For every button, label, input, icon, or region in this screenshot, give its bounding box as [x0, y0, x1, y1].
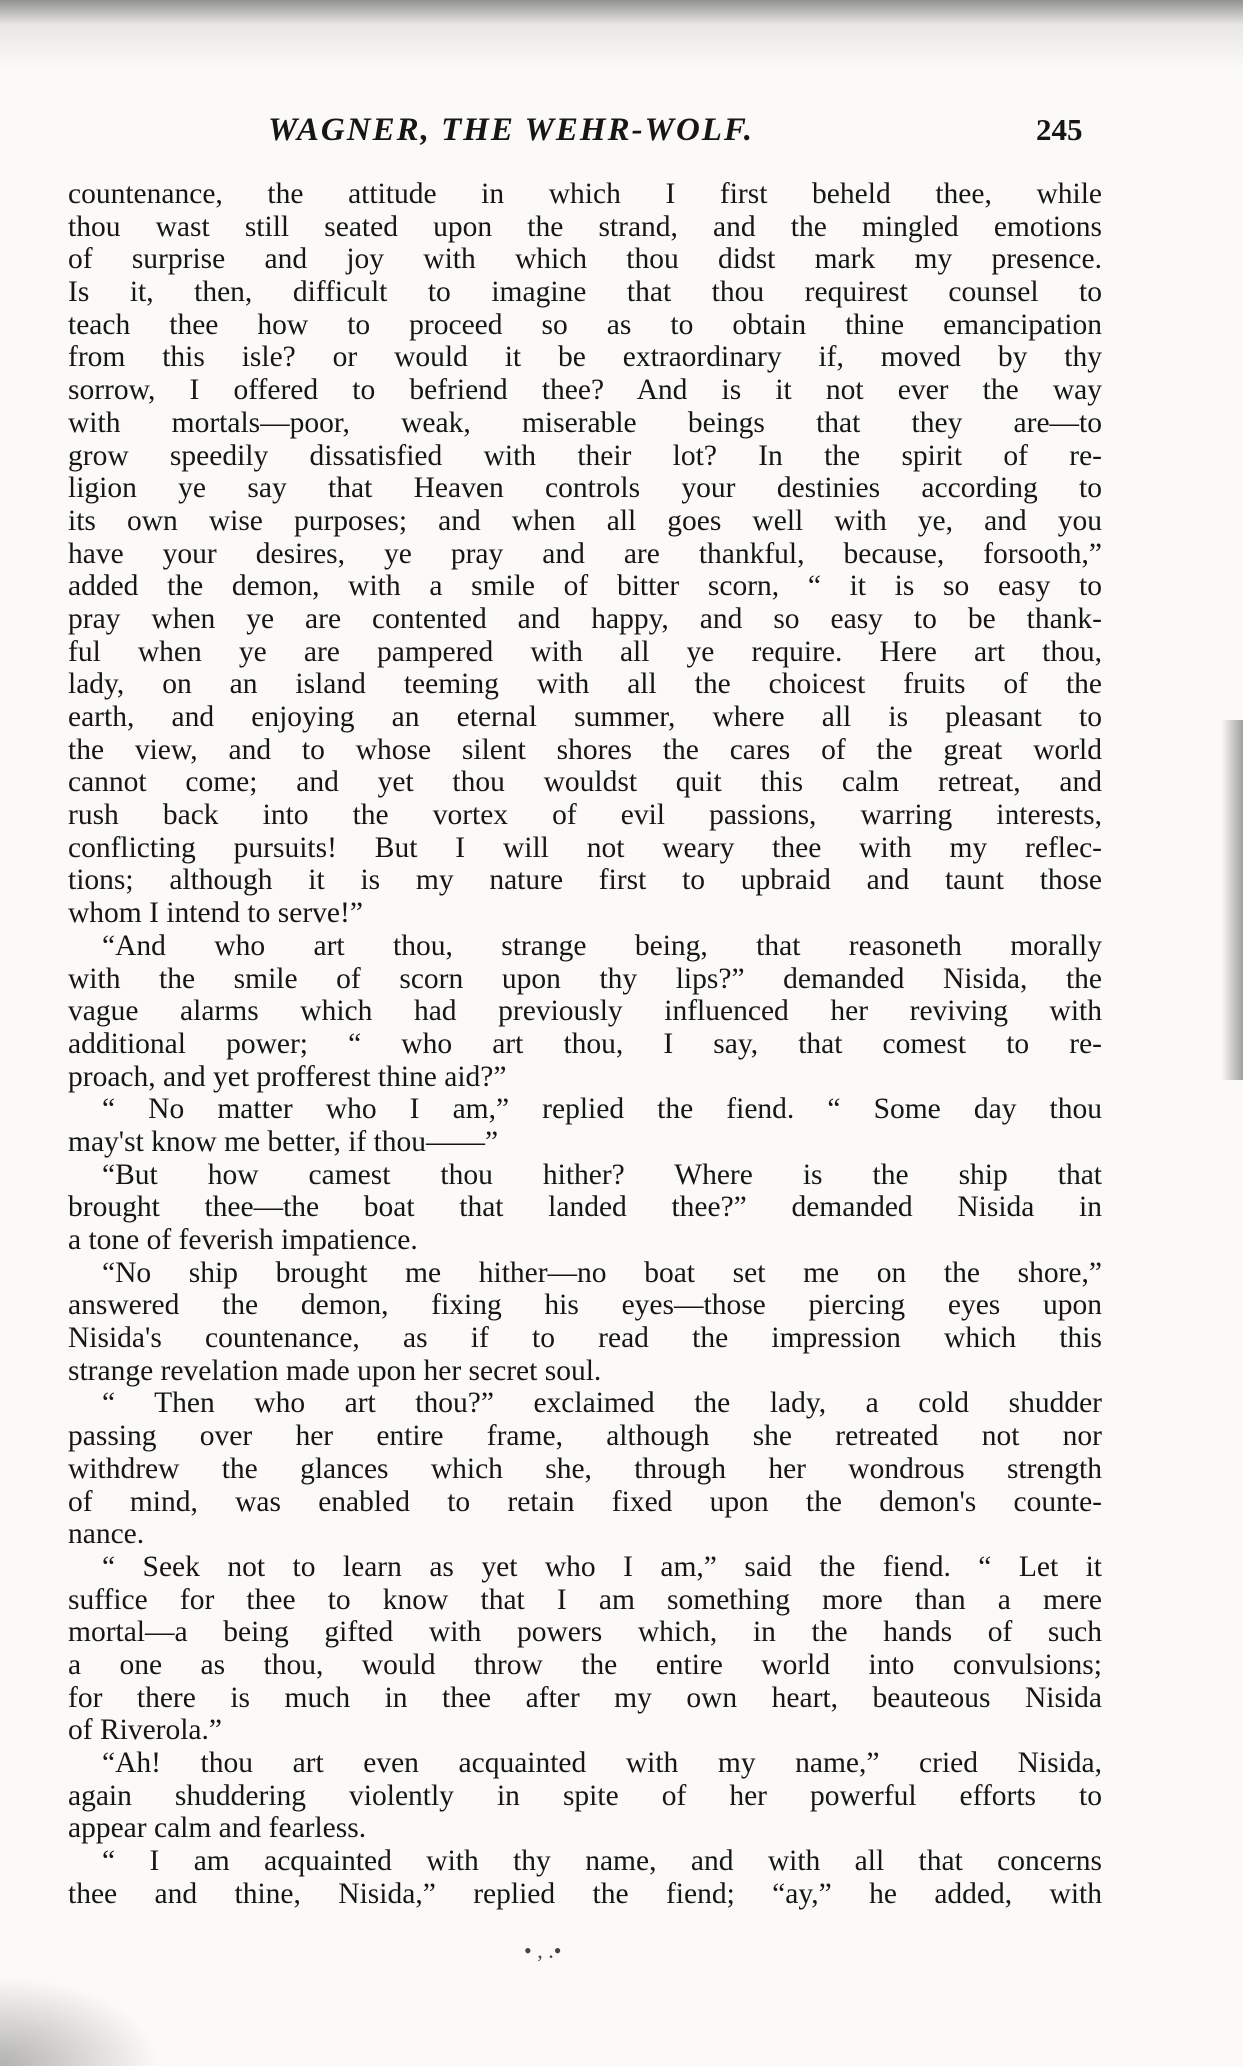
text-line: pray when ye are contented and happy, and so easy to be thank-: [68, 602, 1102, 635]
text-line: teach thee how to proceed so as to obtain thine emancipation: [68, 308, 1102, 341]
text-line: with the smile of scorn upon thy lips?” demanded Nisida, the: [68, 962, 1102, 995]
page-number: 245: [1036, 112, 1083, 147]
text-line: added the demon, with a smile of bitter scorn, “ it is so easy to: [68, 570, 1102, 603]
text-line: appear calm and fearless.: [68, 1812, 367, 1845]
text-line: brought thee—the boat that landed thee?” demanded Nisida in: [68, 1191, 1102, 1224]
text-line: “ Then who art thou?” exclaimed the lady, a cold shudder: [102, 1387, 1102, 1420]
text-line: passing over her entire frame, although she retreated not nor: [68, 1420, 1102, 1453]
text-line: countenance, the attitude in which I first beheld thee, while: [68, 178, 1102, 210]
text-line: its own wise purposes; and when all goes well with ye, and you: [68, 504, 1102, 537]
text-line: withdrew the glances which she, through her wondrous strength: [68, 1452, 1102, 1485]
text-line: of mind, was enabled to retain fixed upon the demon's counte-: [68, 1485, 1102, 1518]
text-line: a one as thou, would throw the entire world into convulsions;: [68, 1648, 1102, 1681]
text-line: lady, on an island teeming with all the choicest fruits of the: [68, 668, 1102, 701]
body-text: [68, 178, 1102, 1910]
text-line: “No ship brought me hither—no boat set me on the shore,”: [102, 1256, 1102, 1289]
text-line: mortal—a being gifted with powers which, in the hands of such: [68, 1616, 1102, 1649]
text-line: “Ah! thou art even acquainted with my name,” cried Nisida,: [102, 1747, 1102, 1779]
text-line: “And who art thou, strange being, that reasoneth morally: [102, 929, 1102, 962]
text-line: from this isle? or would it be extraordinary if, moved by thy: [68, 341, 1102, 374]
text-line: whom I intend to serve!”: [68, 897, 363, 930]
text-line: Is it, then, difficult to imagine that thou requirest counsel to: [68, 276, 1102, 309]
text-line: additional power; “ who art thou, I say, that comest to re-: [68, 1027, 1102, 1060]
text-line: “ Seek not to learn as yet who I am,” said the fiend. “ Let it: [102, 1550, 1102, 1583]
text-line: tions; although it is my nature first to upbraid and taunt those: [68, 864, 1102, 897]
running-title: WAGNER, THE WEHR-WOLF.: [268, 112, 754, 148]
text-line: conflicting pursuits! But I will not weary thee with my reflec-: [68, 831, 1102, 864]
text-line: may'st know me better, if thou——”: [68, 1125, 499, 1158]
text-line: “ I am acquainted with thy name, and with all that concerns: [102, 1845, 1102, 1878]
printer-mark: • , .•: [524, 1938, 562, 1963]
text-line: grow speedily dissatisfied with their lot? In the spirit of re-: [68, 439, 1102, 472]
text-line: Nisida's countenance, as if to read the impression which this: [68, 1322, 1102, 1355]
text-line: suffice for thee to know that I am something more than a mere: [68, 1583, 1102, 1616]
text-line: again shuddering violently in spite of her powerful efforts to: [68, 1779, 1102, 1812]
text-line: rush back into the vortex of evil passions, warring interests,: [68, 799, 1102, 832]
text-line: ligion ye say that Heaven controls your destinies according to: [68, 472, 1102, 505]
running-header: [0, 112, 1243, 158]
scan-shadow-corner: [0, 1976, 160, 2066]
text-line: earth, and enjoying an eternal summer, where all is pleasant to: [68, 701, 1102, 733]
text-line: answered the demon, fixing his eyes—those piercing eyes upon: [68, 1289, 1102, 1322]
text-line: for there is much in thee after my own heart, beauteous Nisida: [68, 1681, 1102, 1714]
text-line: strange revelation made upon her secret soul.: [68, 1354, 602, 1387]
text-line: nance.: [68, 1518, 145, 1551]
scan-shadow-right: [1221, 720, 1243, 1080]
text-line: of Riverola.”: [68, 1714, 222, 1747]
scan-shadow-top: [0, 0, 1243, 70]
text-line: thee and thine, Nisida,” replied the fiend; “ay,” he added, with: [68, 1877, 1102, 1910]
text-line: cannot come; and yet thou wouldst quit this calm retreat, and: [68, 766, 1102, 799]
text-line: a tone of feverish impatience.: [68, 1224, 418, 1256]
text-line: “ No matter who I am,” replied the fiend. “ Some day thou: [102, 1093, 1102, 1126]
text-line: thou wast still seated upon the strand, and the mingled emotions: [68, 210, 1102, 243]
text-line: of surprise and joy with which thou didst mark my presence.: [68, 243, 1102, 276]
text-line: vague alarms which had previously influenced her reviving with: [68, 995, 1102, 1028]
text-line: sorrow, I offered to befriend thee? And is it not ever the way: [68, 374, 1102, 407]
text-line: ful when ye are pampered with all ye require. Here art thou,: [68, 635, 1102, 668]
text-line: “But how camest thou hither? Where is the ship that: [102, 1158, 1102, 1191]
text-line: have your desires, ye pray and are thankful, because, forsooth,”: [68, 537, 1102, 570]
text-line: with mortals—poor, weak, miserable beings that they are—to: [68, 406, 1102, 439]
text-line: the view, and to whose silent shores the cares of the great world: [68, 733, 1102, 766]
text-line: proach, and yet profferest thine aid?”: [68, 1060, 507, 1093]
